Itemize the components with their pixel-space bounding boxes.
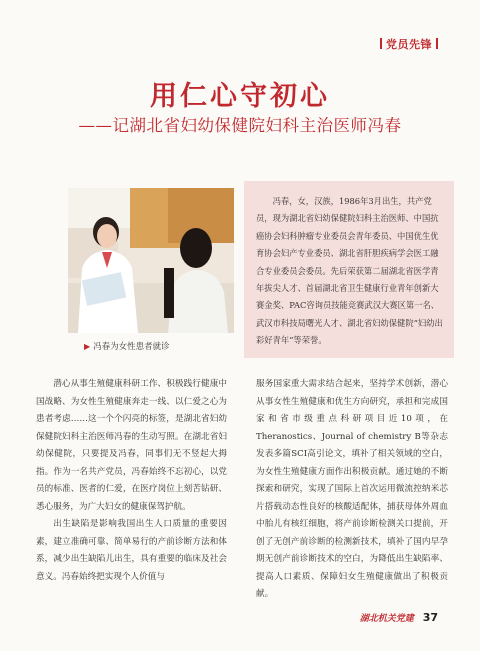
body-paragraph: 出生缺陷是影响我国出生人口质量的重要因素，建立准确可靠、简单易行的产前诊断方法和体系，减少出生缺陷儿出生，具有重要的临床及社会意义。冯春始终把实现个人价值与 bbox=[36, 519, 227, 582]
section-tag bbox=[376, 36, 442, 52]
author-profile-box bbox=[244, 181, 454, 358]
page-number: 37 bbox=[422, 611, 438, 624]
article-subtitle: ——记湖北省妇幼保健院妇科主治医师冯春 bbox=[78, 116, 402, 135]
photo-illustration bbox=[68, 188, 234, 333]
article-photo bbox=[68, 188, 234, 333]
profile-text: 冯春，女，汉族，1986年3月出生，共产党员，现为湖北省妇幼保健院妇科主治医师、中国抗癌协会妇科肿瘤专业委员会青年委员、中国优生优育协会妇产专业委员、湖北省肝胆疾病学会医工融合专业委员会委员。先后荣获第二届湖北省医学青年拔尖人才、首届湖北省卫生健康行业青年创新大赛金奖、PAC咨询员技能竞赛武汉大赛区第一名、武汉市科技局曙光人才、湖北省妇幼保健院“妇幼出彩好青年”等荣誉。 bbox=[256, 196, 443, 346]
page-footer bbox=[360, 611, 438, 624]
section-tag-label: 党员先锋 bbox=[386, 38, 432, 51]
caption-triangle-icon: ▶ bbox=[84, 342, 91, 351]
body-paragraph: 潜心从事生殖健康科研工作、积极践行健康中国战略、为女性生殖健康奔走一线、以仁爱之心为患者考虑……这一个个闪亮的标签，是湖北省妇幼保健院妇科主治医师冯春的生动写照。在湖北省妇幼保健院，只要提及冯春，同事们无不竖起大拇指。作为一名共产党员，冯春始终不忘初心，以党员的标准、医者的仁爱，在医疗岗位上刻苦钻研、悉心服务，为广大妇女的健康保驾护航。 bbox=[36, 379, 227, 512]
article-title: 用仁心守初心 bbox=[150, 81, 330, 112]
tag-bar-right bbox=[436, 38, 438, 49]
body-column-right bbox=[256, 376, 448, 604]
tag-bar-left bbox=[380, 38, 382, 49]
body-column-left bbox=[36, 376, 227, 586]
publication-name: 湖北机关党建 bbox=[359, 614, 414, 624]
body-paragraph: 服务国家重大需求结合起来，坚持学术创新，潜心从事女性生殖健康和优生方向研究，承担和完成国家和省市级重点科研项目近10项，在Theranostics、Journal of chemistry B等杂志发表多篇SCI高引论文，填补了相关领域的空白，为女性生殖健康方面作出积极贡献。通过她的不断探索和研究，实现了国际上首次运用微流控纳米芯片搭载动态性良好的核酸适配体，捕获母体外周血中胎儿有核红细胞，将产前诊断检测关口提前，开创了无创产前诊断的检测新技术，填补了国内早孕期无创产前诊断技术的空白，为降低出生缺陷率、提高人口素质、保障妇女生殖健康做出了积极贡献。 bbox=[256, 379, 448, 599]
caption-text: 冯春为女性患者就诊 bbox=[93, 342, 170, 352]
photo-caption bbox=[84, 340, 170, 352]
